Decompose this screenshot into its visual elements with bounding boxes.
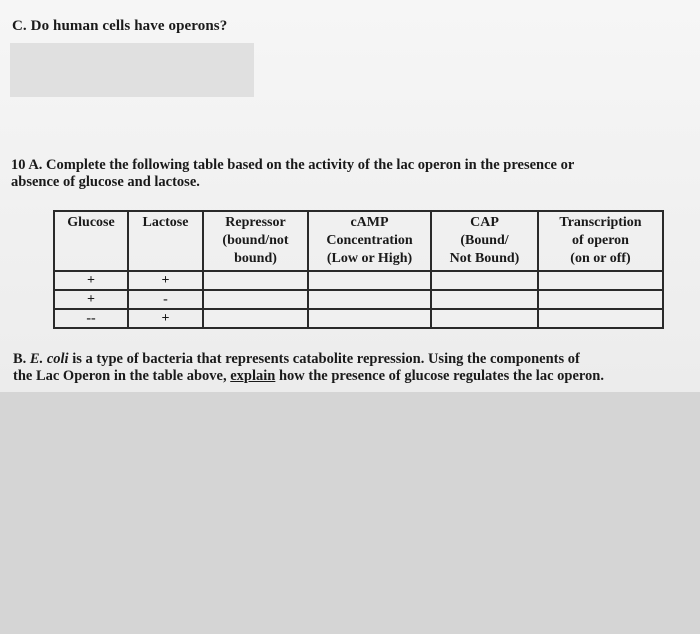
cell-lactose: - [128,290,203,309]
cell-glucose: + [54,290,128,309]
header-glucose: Glucose [54,211,128,271]
cell-cap-input[interactable] [431,271,538,290]
table-row [54,271,663,290]
answer-area [0,392,700,634]
header-lactose: Lactose [128,211,203,271]
cell-repressor-input[interactable] [203,290,308,309]
question-10a-line-1: 10 A. Complete the following table based on the activity of the lac operon in the presence or [11,157,575,173]
lac-operon-table [53,210,664,329]
cell-glucose: + [54,271,128,290]
cell-cap-input[interactable] [431,309,538,328]
answer-box-c [10,43,254,97]
header-transcription: Transcription of operon (on or off) [538,211,663,271]
cell-lactose: + [128,271,203,290]
cell-lactose: + [128,309,203,328]
question-b [13,351,693,385]
table-row [54,290,663,309]
cell-camp-input[interactable] [308,309,431,328]
question-b-line-2: the Lac Operon in the table above, explain how the presence of glucose regulates the lac operon. [13,368,604,384]
cell-camp-input[interactable] [308,271,431,290]
question-c: C. Do human cells have operons? [12,18,228,34]
cell-camp-input[interactable] [308,290,431,309]
cell-transcription-input[interactable] [538,290,663,309]
cell-transcription-input[interactable] [538,271,663,290]
header-repressor: Repressor (bound/not bound) [203,211,308,271]
cell-repressor-input[interactable] [203,271,308,290]
ecoli-term: E. coli [29,351,69,367]
cell-repressor-input[interactable] [203,309,308,328]
cell-glucose: -- [54,309,128,328]
cell-transcription-input[interactable] [538,309,663,328]
question-10a [11,157,691,191]
question-10a-line-2: absence of glucose and lactose. [11,174,200,190]
table-row [54,309,663,328]
explain-keyword: explain [230,368,276,384]
question-b-line-1: B. E. coli is a type of bacteria that represents catabolite repression. Using the components of [13,351,580,367]
cell-cap-input[interactable] [431,290,538,309]
table-header-row [54,211,663,271]
header-camp: cAMP Concentration (Low or High) [308,211,431,271]
header-cap: CAP (Bound/ Not Bound) [431,211,538,271]
